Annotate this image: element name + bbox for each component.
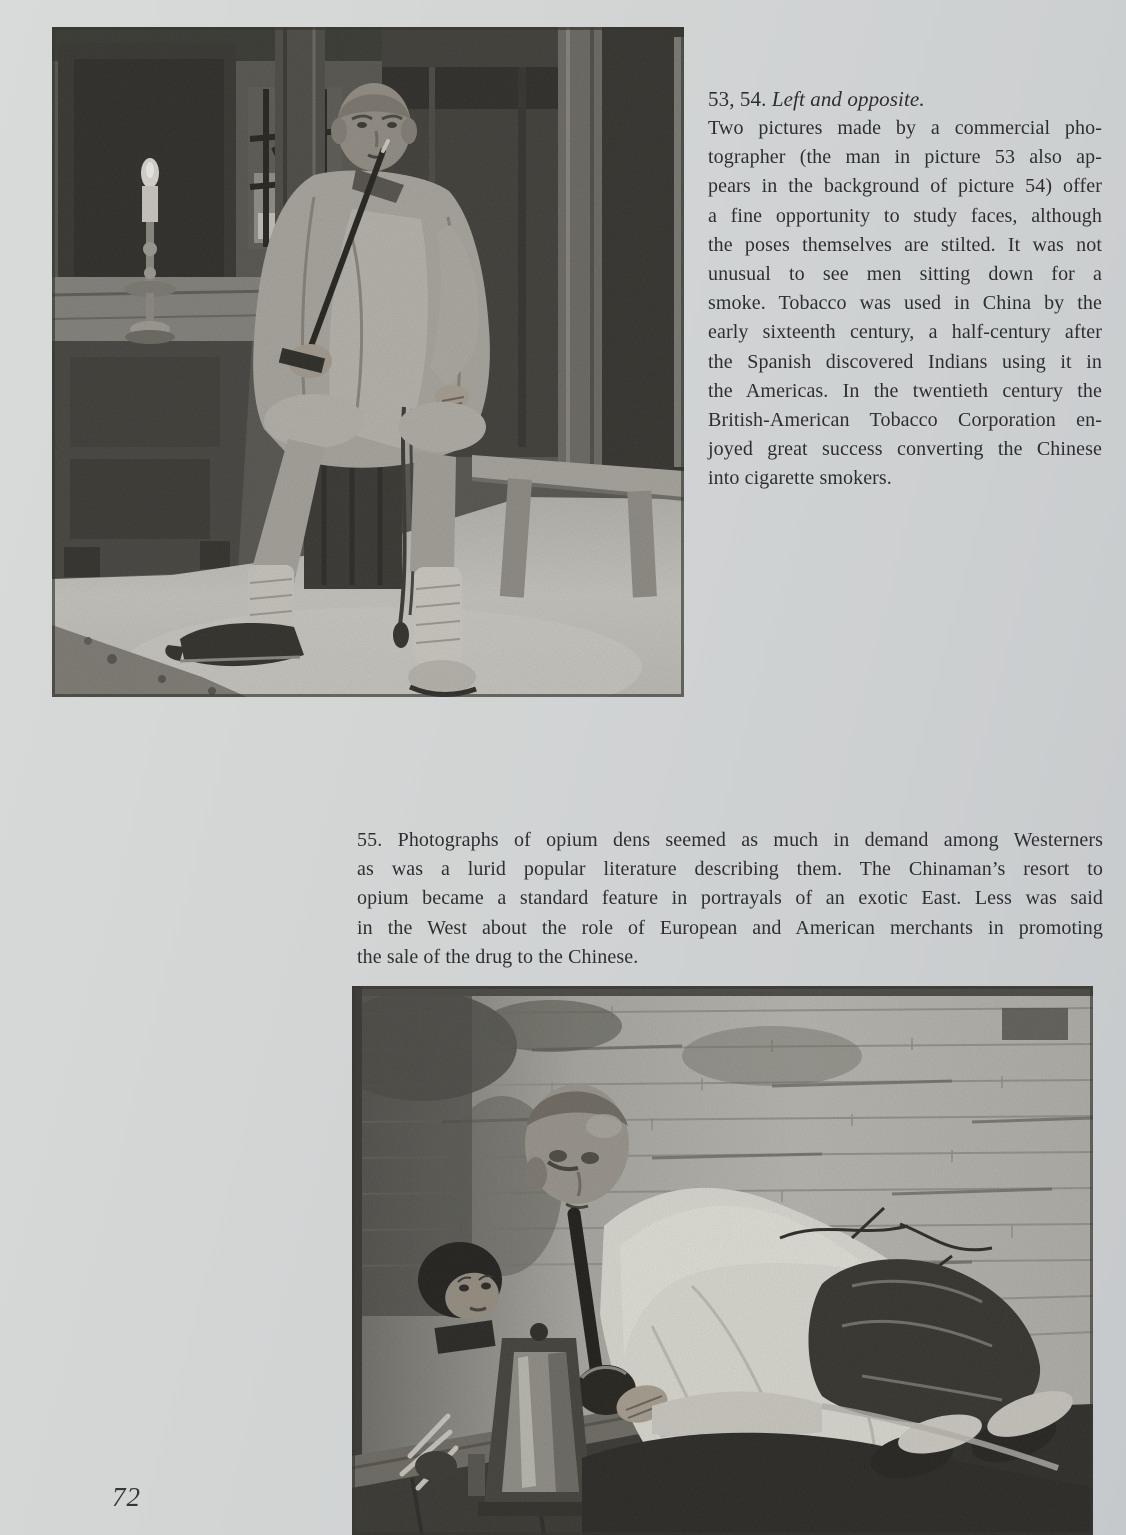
caption-line: joyed great success converting the Chinese <box>708 438 1102 461</box>
caption-line: early sixteenth century, a half-century after <box>708 321 1102 344</box>
caption-line: the poses themselves are stilted. It was not <box>708 233 1102 256</box>
caption-line: the Americas. In the twentieth century the <box>708 379 1102 402</box>
caption-line: into cigarette smokers. <box>708 467 892 490</box>
caption-line: British-American Tobacco Corporation en- <box>708 408 1102 431</box>
caption-53-54-title: Left and opposite. <box>771 87 925 111</box>
caption-line: the sale of the drug to the Chinese. <box>357 945 639 968</box>
caption-55 <box>357 826 1103 972</box>
caption-line: in the West about the role of European and American merchants in promoting <box>357 916 1103 939</box>
photo-55-image <box>352 986 1093 1535</box>
caption-line: opium became a standard feature in portrayals of an exotic East. Less was said <box>357 887 1103 910</box>
caption-line: unusual to see men sitting down for a <box>708 262 1102 285</box>
page-number: 72 <box>112 1482 141 1512</box>
caption-53-54 <box>708 84 1102 493</box>
caption-53-54-heading <box>708 84 1102 114</box>
caption-line: pears in the background of picture 54) offer <box>708 175 1102 198</box>
figure-53-photo <box>52 27 684 697</box>
caption-line: Two pictures made by a commercial pho- <box>708 117 1102 139</box>
caption-line: 55. Photographs of opium dens seemed as much in demand among Westerners <box>357 829 1103 851</box>
caption-53-54-numbers: 53, 54. <box>708 87 767 111</box>
caption-line: as was a lurid popular literature describing them. The Chinaman’s resort to <box>357 858 1103 881</box>
caption-line: the Spanish discovered Indians using it in <box>708 350 1102 373</box>
caption-line: smoke. Tobacco was used in China by the <box>708 292 1102 315</box>
caption-line: tographer (the man in picture 53 also ap- <box>708 146 1102 169</box>
photo-53-image <box>52 27 684 697</box>
caption-line: a fine opportunity to study faces, although <box>708 204 1102 227</box>
figure-55-photo <box>352 986 1093 1535</box>
